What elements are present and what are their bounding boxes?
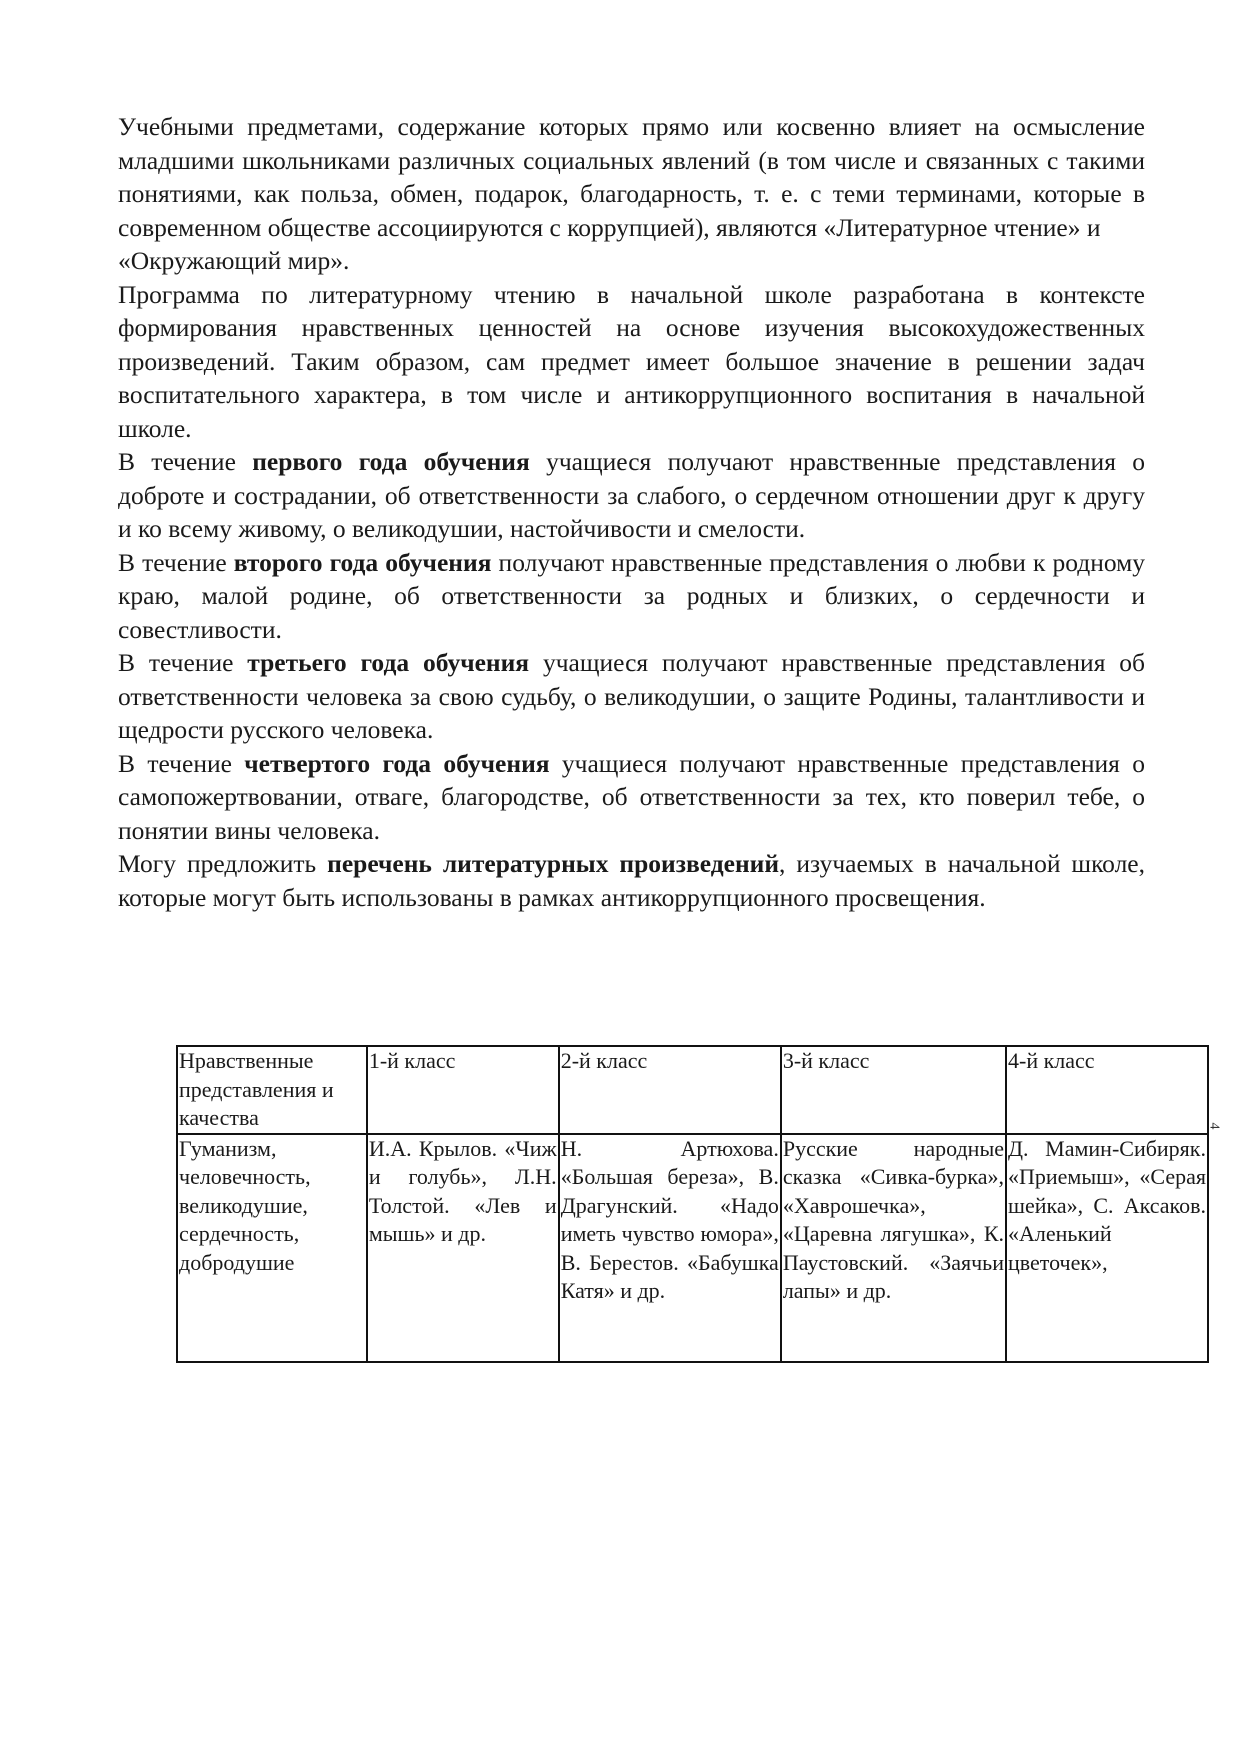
cell-grade-4: Д. Мамин-Сибиряк. «Приемыш», «Серая шейка», С. Аксаков. «Аленький цветочек», <box>1006 1134 1208 1362</box>
literature-works-table <box>176 1045 1209 1363</box>
paragraph-3-pre: В течение <box>118 447 253 476</box>
paragraph-7-pre: Могу предложить <box>118 849 328 878</box>
paragraph-6-bold: четвертого года обучения <box>244 748 550 778</box>
paragraph-3 <box>118 445 1145 546</box>
header-grade-3: 3-й класс <box>781 1046 1006 1134</box>
paragraph-4-pre: В течение <box>118 547 234 577</box>
paragraph-5 <box>118 646 1145 747</box>
paragraph-4-post: получают нравственные представления о любви к родному краю, малой родине, об ответственности за родных и близких, о сердечности и совестливости. <box>118 547 1145 644</box>
paragraph-2: Программа по литературному чтению в начальной школе разработана в контексте формирования нравственных ценностей на основе изучения высокохудожественных произведений. Таким образом, сам предмет имеет большое значение в решении задач воспитательного характера, в том числе и антикоррупционного воспитания в начальной школе. <box>118 279 1145 443</box>
paragraph-3-post: учащиеся получают нравственные представления о доброте и сострадании, об ответственности за слабого, о сердечном отношении друг к другу и ко всему живому, о великодушии, настойчивости и смелости. <box>118 447 1145 543</box>
paragraph-6 <box>118 747 1145 848</box>
paragraph-6-post: учащиеся получают нравственные представления о самопожертвовании, отваге, благородстве, об ответственности за тех, кто поверил тебе, о понятии вины человека. <box>118 748 1146 845</box>
cell-grade-2: Н. Артюхова. «Большая береза», В. Драгунский. «Надо иметь чувство юмора», В. Берестов. «Бабушка Катя» и др. <box>559 1134 781 1362</box>
header-qualities: Нравственные представления и качества <box>177 1046 367 1134</box>
paragraph-7-bold: перечень литературных произведений <box>327 849 780 878</box>
paragraph-4-bold: второго года обучения <box>233 547 492 577</box>
paragraph-5-post: учащиеся получают нравственные представления об ответственности человека за свою судьбу, о великодушии, о защите Родины, талантливости и щедрости русского человека. <box>118 648 1145 744</box>
table-row <box>177 1134 1208 1362</box>
page-margin-mark: 4 <box>1206 1122 1222 1130</box>
cell-grade-3: Русские народные сказка «Сивка-бурка», «Хаврошечка», «Царевна лягушка», К. Паустовский. «Заячьи лапы» и др. <box>781 1134 1006 1362</box>
paragraph-7 <box>118 847 1145 914</box>
header-grade-2: 2-й класс <box>559 1046 781 1134</box>
body-text <box>118 110 1145 914</box>
paragraph-1-tail: «Окружающий мир». <box>118 246 350 275</box>
paragraph-5-pre: В течение <box>118 648 248 677</box>
header-grade-1: 1-й класс <box>367 1046 559 1134</box>
cell-grade-1: И.А. Крылов. «Чиж и голубь», Л.Н. Толстой. «Лев и мышь» и др. <box>367 1134 559 1362</box>
cell-qualities: Гуманизм, человечность, великодушие, сердечность, добродушие <box>177 1134 367 1362</box>
paragraph-1-text: Учебными предметами, содержание которых прямо или косвенно влияет на осмысление младшими школьниками различных социальных явлений (в том числе и связанных с такими понятиями, как польза, обмен, подарок, благодарность, т. е. с теми терминами, которые в современном обществе ассоциируются с коррупцией), являются «Литературное чтение» и <box>118 112 1145 242</box>
paragraph-1 <box>118 110 1145 278</box>
paragraph-3-bold: первого года обучения <box>252 447 530 476</box>
paragraph-4 <box>118 546 1145 647</box>
table-header-row <box>177 1046 1208 1134</box>
header-grade-4: 4-й класс <box>1006 1046 1208 1134</box>
paragraph-6-pre: В течение <box>118 748 245 778</box>
paragraph-5-bold: третьего года обучения <box>247 648 530 677</box>
paragraph-7-post: , изучаемых в начальной школе, которые могут быть использованы в рамках антикоррупционного просвещения. <box>118 849 1145 912</box>
